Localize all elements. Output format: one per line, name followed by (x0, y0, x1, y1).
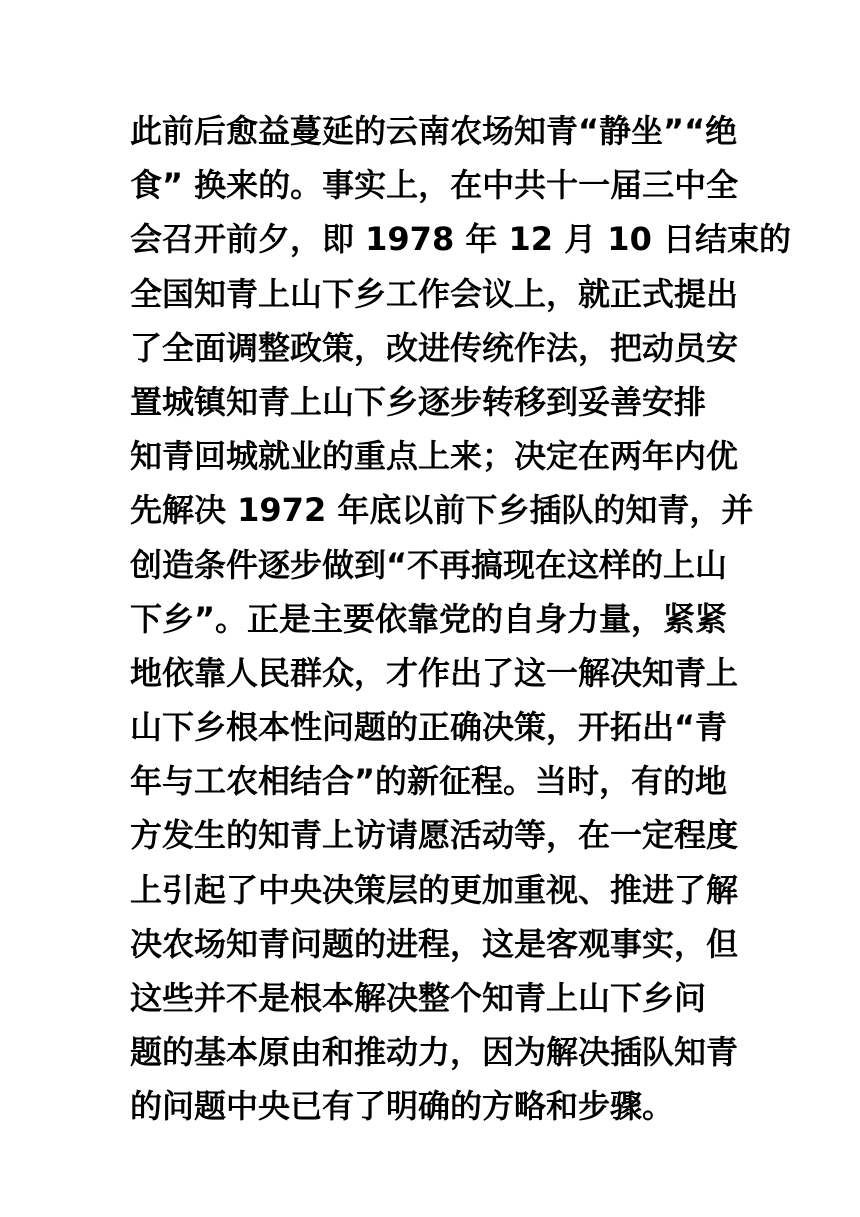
text-line: 食” 换来的。事实上，在中共十一届三中全 (130, 166, 739, 205)
text-line: 此前后愈益蔓延的云南农场知青“静坐”“绝 (130, 112, 738, 150)
text-line: 下乡”。正是主要依靠党的自身力量，紧紧 (130, 599, 728, 638)
body-paragraph (130, 104, 791, 1134)
text-line: 上引起了中央决策层的更加重视、推进了解 (130, 870, 739, 909)
text-line: 先解决 1972 年底以前下乡插队的知青，并 (130, 491, 754, 530)
text-line: 这些并不是根本解决整个知青上山下乡问 (130, 979, 707, 1017)
text-line: 地依靠人民群众，才作出了这一解决知青上 (130, 653, 739, 692)
text-line: 全国知青上山下乡工作会议上，就正式提出 (130, 274, 739, 313)
text-line: 知青回城就业的重点上来；决定在两年内优 (130, 437, 739, 476)
text-line: 了全面调整政策，改进传统作法，把动员安 (130, 328, 739, 367)
text-line: 会召开前夕，即 1978 年 12 月 10 日结束的 (130, 220, 791, 259)
text-line: 置城镇知青上山下乡逐步转移到妥善安排 (130, 382, 707, 421)
text-line: 的问题中央已有了明确的方略和步骤。 (130, 1087, 675, 1126)
text-line: 方发生的知青上访请愿活动等，在一定程度 (130, 816, 739, 855)
text-line: 决农场知青问题的进程，这是客观事实，但 (130, 924, 739, 963)
text-line: 山下乡根本性问题的正确决策，开拓出“青 (130, 708, 728, 747)
text-line: 创造条件逐步做到“不再搞现在这样的上山 (130, 545, 728, 584)
text-line: 题的基本原由和推动力，因为解决插队知青 (130, 1033, 739, 1072)
text-line: 年与工农相结合”的新征程。当时，有的地 (130, 762, 728, 801)
